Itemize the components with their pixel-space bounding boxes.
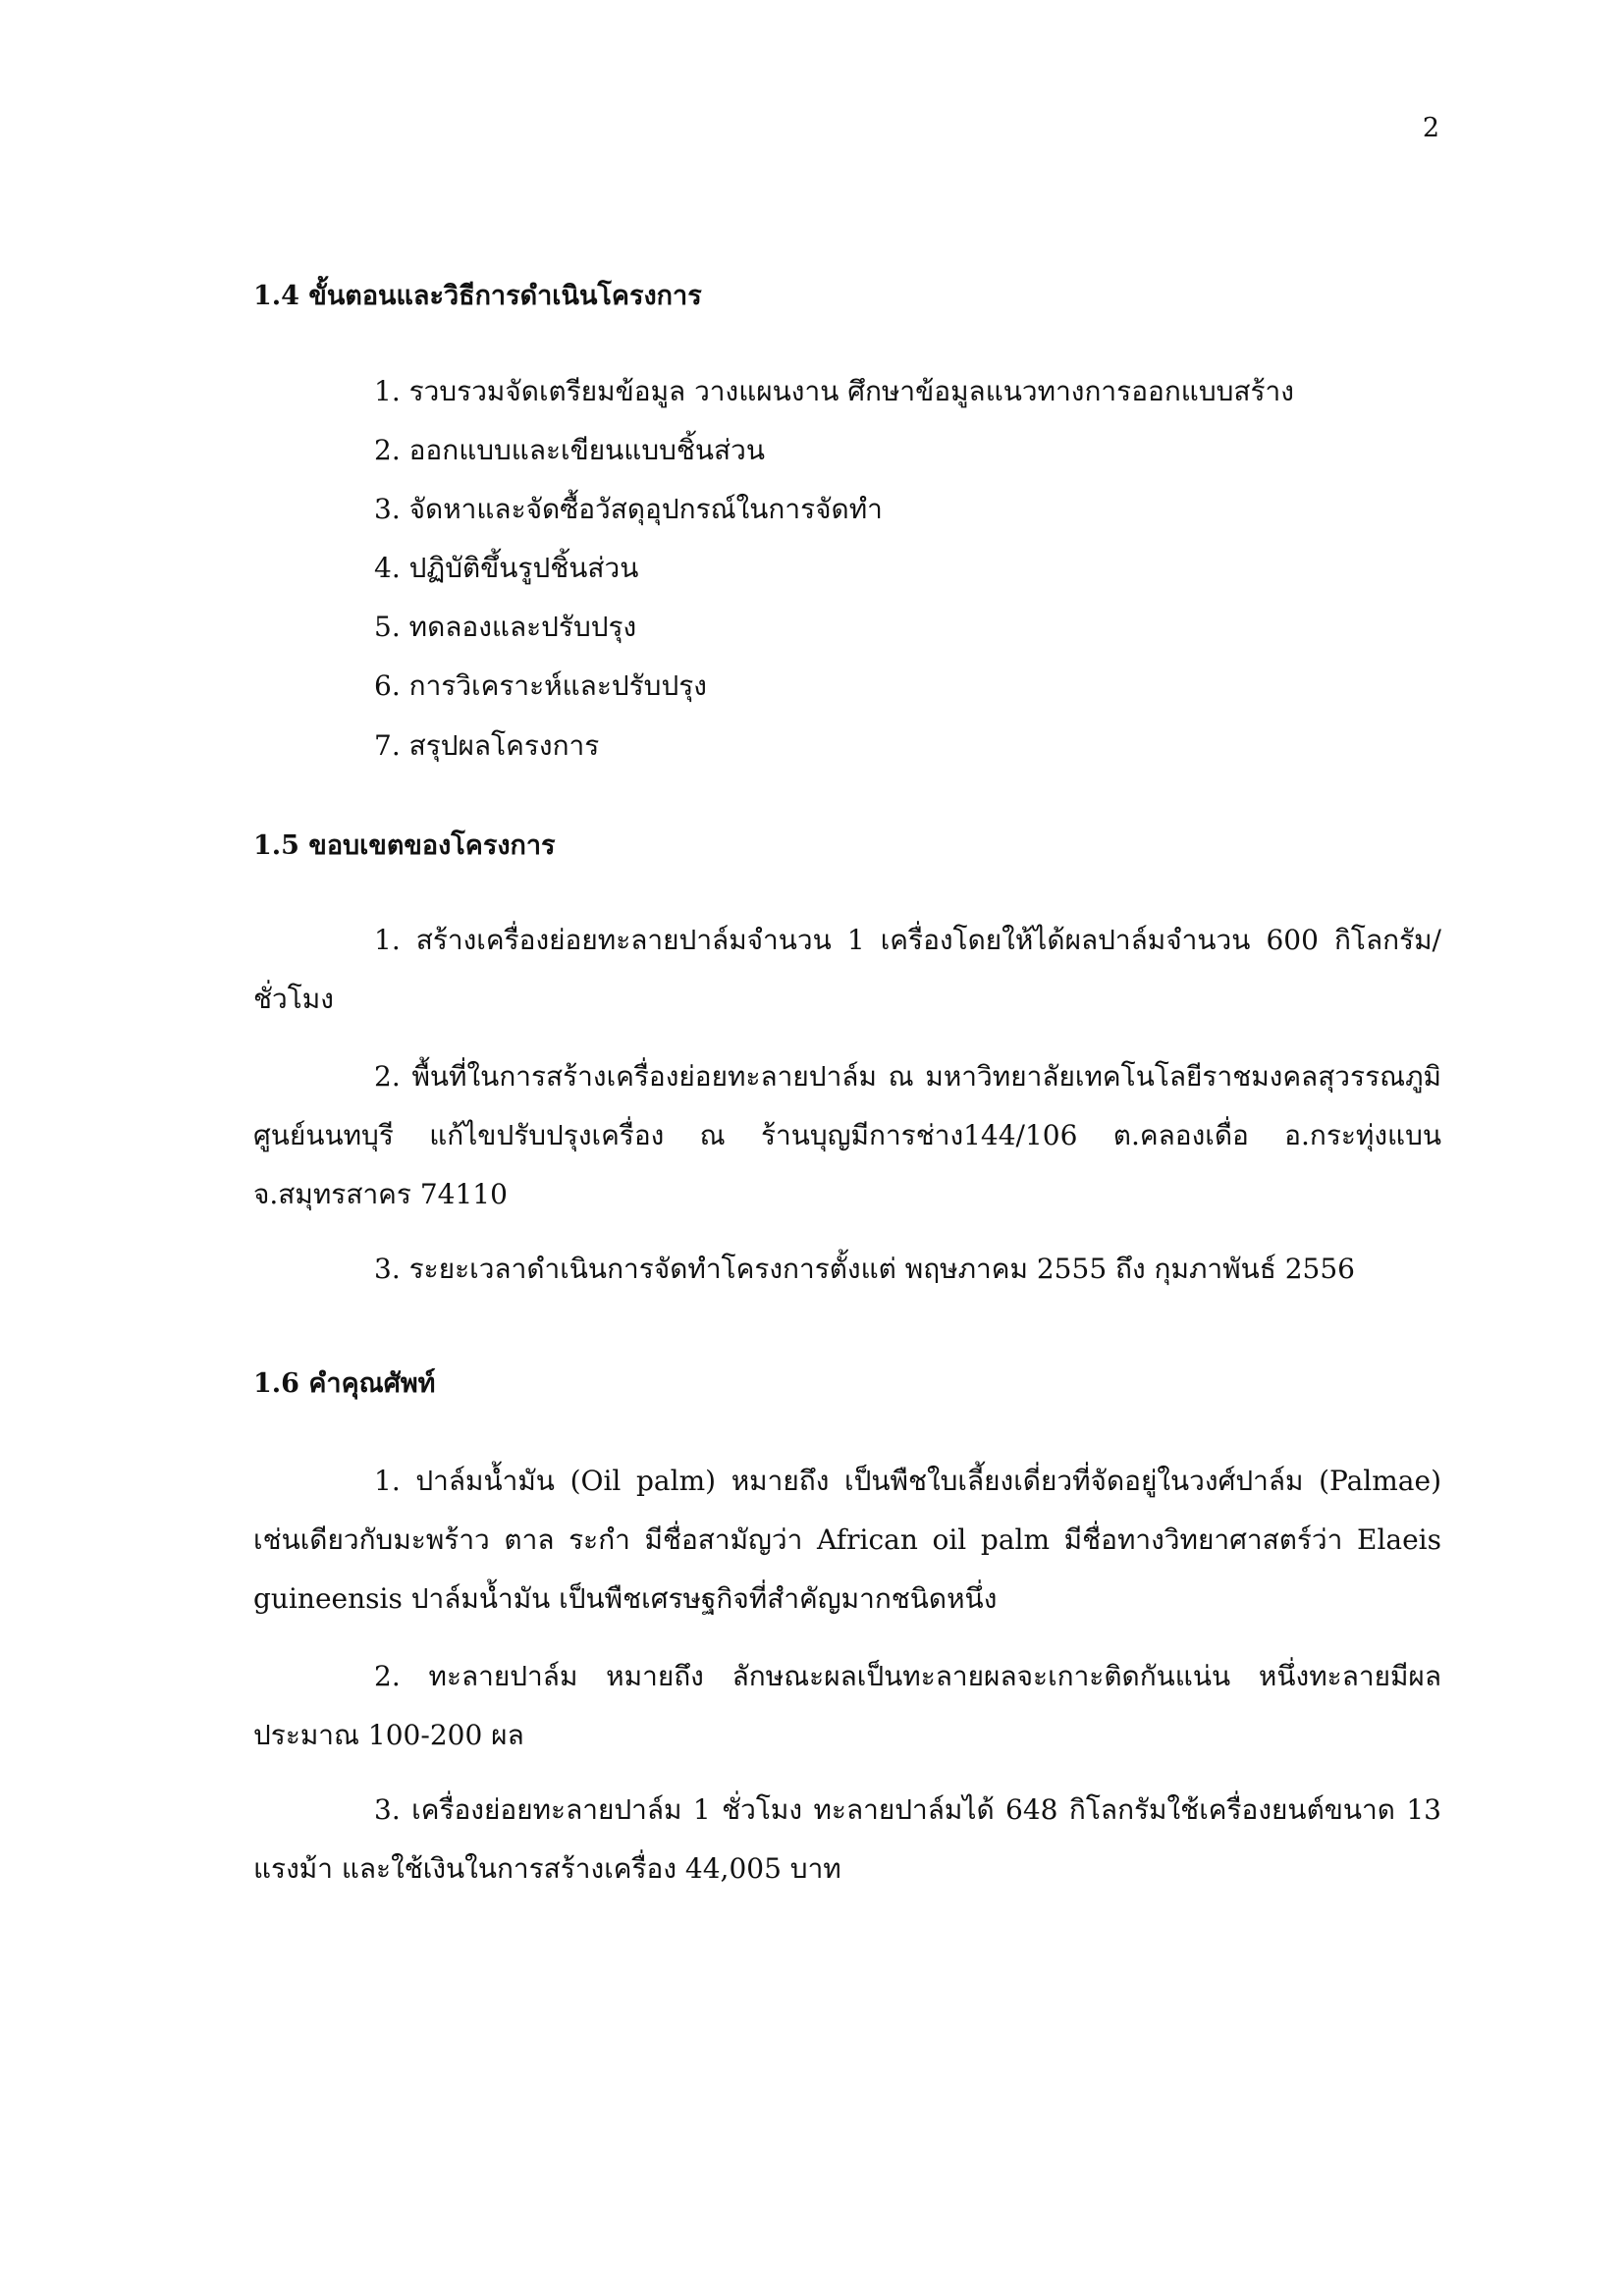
paragraph: 1. ปาล์มน้ำมัน (Oil palm) หมายถึง เป็นพืชใบเลี้ยงเดี่ยวที่จัดอยู่ในวงศ์ปาล์ม (Palmae) เช่นเดียวกับมะพร้าว ตาล ระกำ มีชื่อสามัญว่า African oil palm มีชื่อทางวิทยาศาสตร์ว่า Elaeis guineensis ปาล์มน้ำมัน เป็นพืชเศรษฐกิจที่สำคัญมากชนิดหนึ่ง (253, 1465, 1441, 1615)
section-heading-1-5: 1.5 ขอบเขตของโครงการ (253, 830, 556, 861)
list-item: 5. ทดลองและปรับปรุง (374, 611, 637, 643)
paragraph: 2. พื้นที่ในการสร้างเครื่องย่อยทะลายปาล์ม ณ มหาวิทยาลัยเทคโนโลยีราชมงคลสุวรรณภูมิ ศูนย์นนทบุรี แก้ไขปรับปรุงเครื่อง ณ ร้านบุญมีการช่าง144/106 ต.คลองเดื่อ อ.กระทุ่งแบน จ.สมุทรสาคร 74110 (253, 1060, 1441, 1210)
paragraph: 3. เครื่องย่อยทะลายปาล์ม 1 ชั่วโมง ทะลายปาล์มได้ 648 กิโลกรัมใช้เครื่องยนต์ขนาด 13 แรงม้า และใช้เงินในการสร้างเครื่อง 44,005 บาท (253, 1793, 1441, 1885)
paragraph: 3. ระยะเวลาดำเนินการจัดทำโครงการตั้งแต่ พฤษภาคม 2555 ถึง กุมภาพันธ์ 2556 (374, 1253, 1355, 1285)
paragraph: 2. ทะลายปาล์ม หมายถึง ลักษณะผลเป็นทะลายผลจะเกาะติดกันแน่น หนึ่งทะลายมีผล ประมาณ 100-200 ผล (253, 1660, 1441, 1751)
list-item: 7. สรุปผลโครงการ (374, 729, 600, 762)
list-item: 4. ปฏิบัติขึ้นรูปชิ้นส่วน (374, 552, 639, 584)
list-item: 2. ออกแบบและเขียนแบบชิ้นส่วน (374, 434, 765, 466)
list-item: 6. การวิเคราะห์และปรับปรุง (374, 669, 707, 702)
section-heading-1-6: 1.6 คำคุณศัพท์ (253, 1368, 436, 1399)
section-heading-1-4: 1.4 ขั้นตอนและวิธีการดำเนินโครงการ (253, 281, 702, 311)
list-item: 3. จัดหาและจัดซื้อวัสดุอุปกรณ์ในการจัดทำ (374, 493, 883, 525)
paragraph: 1. สร้างเครื่องย่อยทะลายปาล์มจำนวน 1 เครื่องโดยให้ได้ผลปาล์มจำนวน 600 กิโลกรัม/ชั่วโมง (253, 924, 1441, 1015)
page-number: 2 (1422, 113, 1439, 143)
list-item: 1. รวบรวมจัดเตรียมข้อมูล วางแผนงาน ศึกษาข้อมูลแนวทางการออกแบบสร้าง (374, 375, 1294, 407)
